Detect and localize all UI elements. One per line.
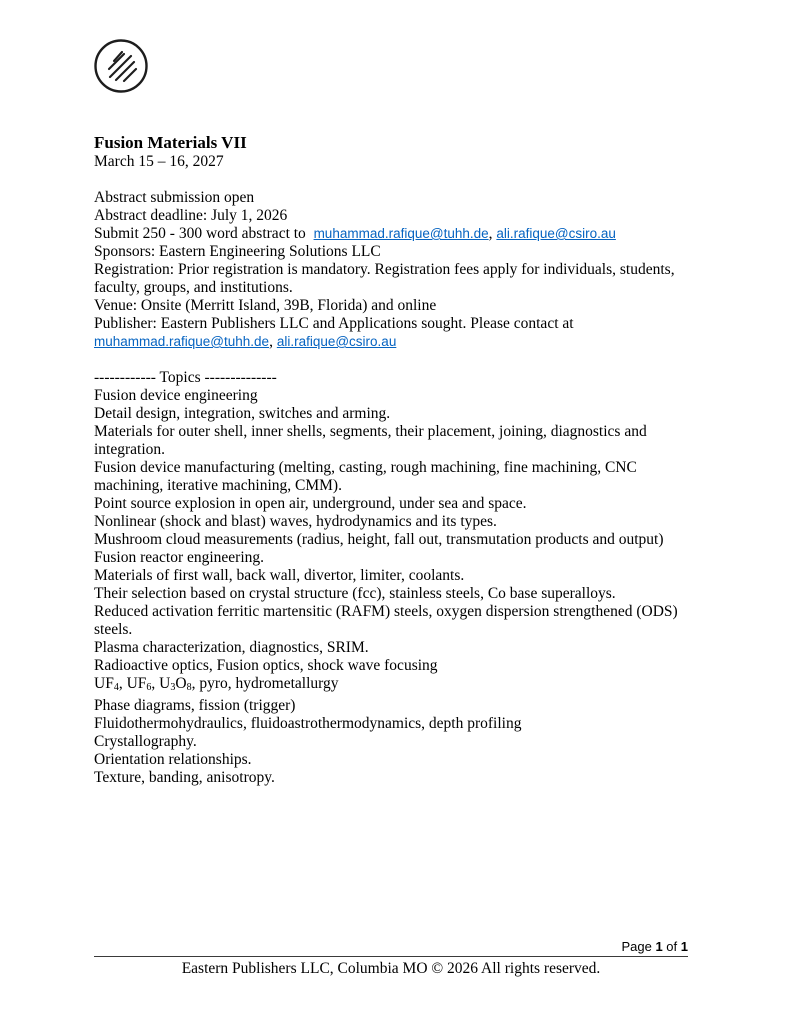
- text-run: integration.: [94, 441, 166, 458]
- subscript-digit: 6: [146, 682, 152, 693]
- blank-line: [94, 171, 754, 189]
- text-run: Nonlinear (shock and blast) waves, hydrodynamics and its types.: [94, 513, 497, 530]
- subscript-digit: 4: [113, 682, 119, 693]
- document-line: [94, 715, 754, 733]
- email-link[interactable]: muhammad.rafique@tuhh.de: [313, 226, 489, 241]
- text-run: Texture, banding, anisotropy.: [94, 769, 275, 786]
- text-run: Materials for outer shell, inner shells, segments, their placement, joining, diagnostics and: [94, 423, 647, 440]
- text-run: Reduced activation ferritic martensitic (RAFM) steels, oxygen dispersion strengthened (ODS): [94, 603, 678, 620]
- text-run: Detail design, integration, switches and arming.: [94, 405, 391, 422]
- copyright-text: Eastern Publishers LLC, Columbia MO © 2026 All rights reserved.: [181, 960, 601, 977]
- text-run: ,: [269, 333, 277, 350]
- document-line: [94, 639, 754, 657]
- text-run: Abstract deadline: July 1, 2026: [94, 207, 288, 224]
- text-run: UF: [94, 675, 114, 692]
- document-title: Fusion Materials VII: [94, 133, 247, 152]
- text-run: Crystallography.: [94, 733, 197, 750]
- document-line: [94, 769, 754, 787]
- text-run: Point source explosion in open air, underground, under sea and space.: [94, 495, 527, 512]
- document-lines: [94, 171, 754, 787]
- text-run: Fluidothermohydraulics, fluidoastrothermodynamics, depth profiling: [94, 715, 522, 732]
- email-link[interactable]: muhammad.rafique@tuhh.de: [94, 334, 270, 349]
- hatched-circle-icon: [93, 38, 151, 96]
- document-line: [94, 441, 754, 459]
- subscript-digit: 3: [170, 682, 176, 693]
- text-run: Publisher: Eastern Publishers LLC and Applications sought. Please contact at: [94, 315, 574, 332]
- text-run: Fusion device engineering: [94, 387, 258, 404]
- text-run: O: [175, 675, 187, 692]
- document-line: [94, 697, 754, 715]
- document-line: [94, 279, 754, 297]
- text-run: Venue: Onsite (Merritt Island, 39B, Florida) and online: [94, 297, 437, 314]
- document-line: [94, 243, 754, 261]
- document-line: [94, 513, 754, 531]
- document-line: [94, 225, 754, 243]
- text-run: Abstract submission open: [94, 189, 255, 206]
- text-run: Fusion reactor engineering.: [94, 549, 265, 566]
- document-body: [94, 132, 754, 787]
- text-run: Fusion device manufacturing (melting, casting, rough machining, fine machining, CNC: [94, 459, 637, 476]
- page-number: [94, 938, 688, 957]
- current-page-number: 1: [655, 939, 663, 954]
- document-line: [94, 531, 754, 549]
- text-run: ------------ Topics --------------: [94, 369, 277, 386]
- document-line: [94, 603, 754, 621]
- text-run: Radioactive optics, Fusion optics, shock wave focusing: [94, 657, 438, 674]
- document-line: [94, 621, 754, 639]
- document-line: [94, 477, 754, 495]
- document-line: [94, 549, 754, 567]
- text-run: Submit 250 - 300 word abstract to: [94, 225, 314, 242]
- text-run: Sponsors: Eastern Engineering Solutions LLC: [94, 243, 381, 260]
- topics-divider-line: [94, 369, 754, 387]
- document-date: March 15 – 16, 2027: [94, 153, 224, 170]
- page-footer: [94, 938, 688, 978]
- email-link[interactable]: ali.rafique@csiro.au: [496, 226, 616, 241]
- text-run: ,: [488, 225, 497, 242]
- text-run: , UF: [118, 675, 147, 692]
- document-line: [94, 567, 754, 585]
- text-run: machining, iterative machining, CMM).: [94, 477, 342, 494]
- text-run: Orientation relationships.: [94, 751, 252, 768]
- document-line: [94, 459, 754, 477]
- document-line: [94, 423, 754, 441]
- document-line: [94, 207, 754, 225]
- text-run: Materials of first wall, back wall, divertor, limiter, coolants.: [94, 567, 465, 584]
- text-run: Mushroom cloud measurements (radius, height, fall out, transmutation products and output): [94, 531, 664, 548]
- document-line: [94, 189, 754, 207]
- document-line: [94, 405, 754, 423]
- subscript-digit: 8: [186, 682, 192, 693]
- text-run: , U: [151, 675, 171, 692]
- document-line: [94, 751, 754, 769]
- document-line: [94, 585, 754, 603]
- document-line: [94, 495, 754, 513]
- text-run: Their selection based on crystal structure (fcc), stainless steels, Co base superalloys.: [94, 585, 616, 602]
- uranium-compounds-line: [94, 675, 754, 697]
- total-page-number: 1: [680, 939, 688, 954]
- document-line: [94, 297, 754, 315]
- blank-line: [94, 351, 754, 369]
- document-line: [94, 261, 754, 279]
- page-word: Page: [621, 939, 656, 954]
- of-word: of: [662, 939, 681, 954]
- document-line: [94, 733, 754, 751]
- text-run: , pyro, hydrometallurgy: [191, 675, 339, 692]
- document-line: [94, 387, 754, 405]
- text-run: steels.: [94, 621, 133, 638]
- document-line: [94, 657, 754, 675]
- text-run: Phase diagrams, fission (trigger): [94, 697, 296, 714]
- text-run: Registration: Prior registration is mandatory. Registration fees apply for individuals, students,: [94, 261, 675, 278]
- text-run: Plasma characterization, diagnostics, SRIM.: [94, 639, 369, 656]
- document-line: [94, 315, 754, 333]
- document-line: [94, 333, 754, 351]
- email-link[interactable]: ali.rafique@csiro.au: [276, 334, 397, 349]
- text-run: faculty, groups, and institutions.: [94, 279, 293, 296]
- logo: [93, 38, 151, 96]
